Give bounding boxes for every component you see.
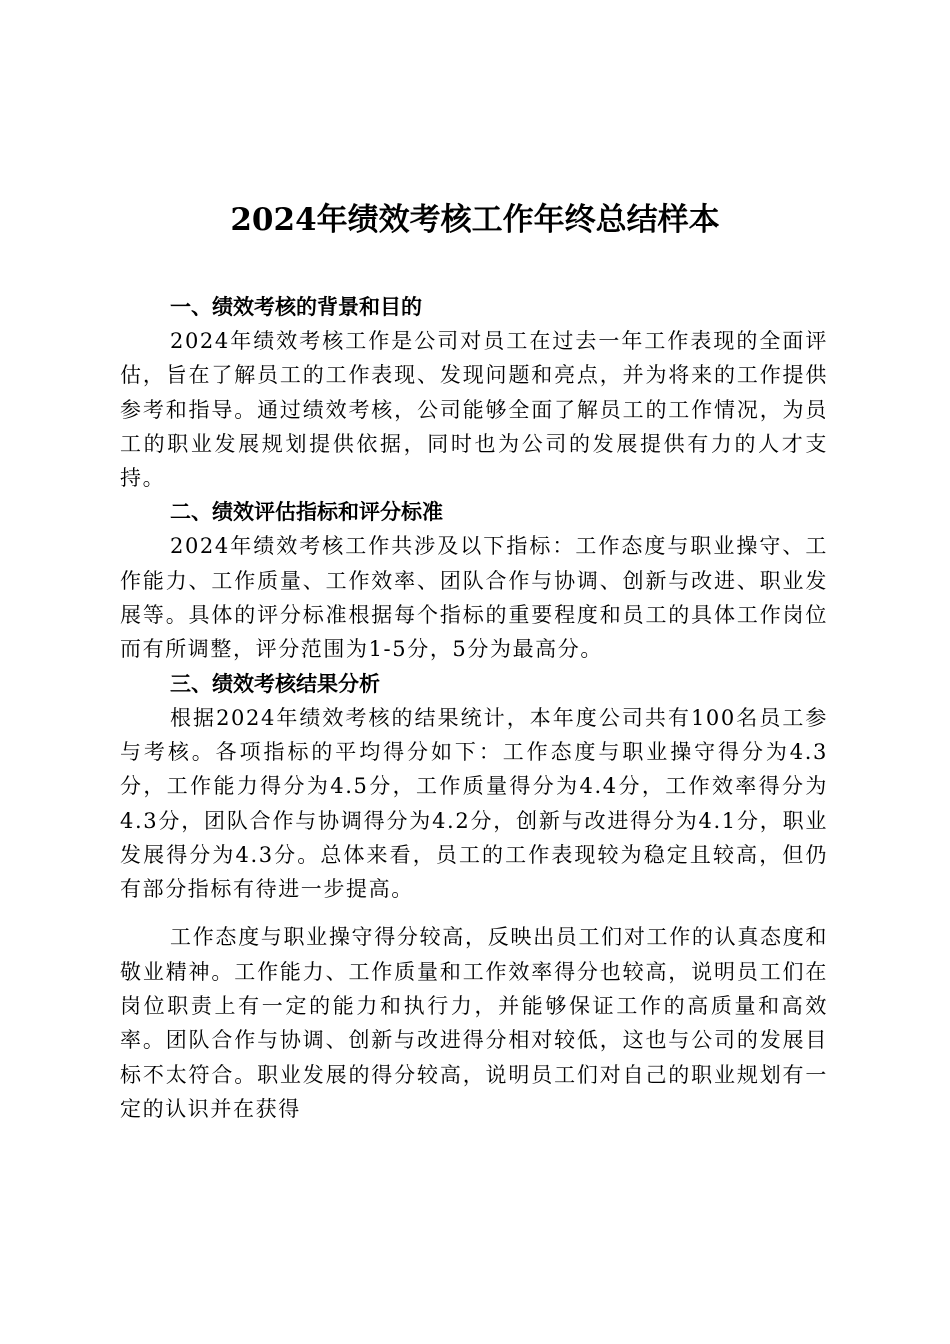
section-heading-background: 一、绩效考核的背景和目的 <box>170 295 422 319</box>
document-title: 2024年绩效考核工作年终总结样本 <box>230 202 720 238</box>
section-heading-indicators: 二、绩效评估指标和评分标准 <box>170 500 443 525</box>
section-heading-results: 三、绩效考核结果分析 <box>170 671 380 696</box>
document-body <box>120 290 828 1126</box>
section-paragraph: 工作态度与职业操守得分较高，反映出员工们对工作的认真态度和敬业精神。工作能力、工作质量和工作效率得分也较高，说明员工们在岗位职责上有一定的能力和执行力，并能够保证工作的高质量和高效率。团队合作与协调、创新与改进得分相对较低，这也与公司的发展目标不太符合。职业发展的得分较高，说明员工们对自己的职业规划有一定的认识并在获得 <box>120 925 828 1121</box>
section-paragraph: 根据2024年绩效考核的结果统计，本年度公司共有100名员工参与考核。各项指标的平均得分如下：工作态度与职业操守得分为4.3分，工作能力得分为4.5分，工作质量得分为4.4分，工作效率得分为4.3分，团队合作与协调得分为4.2分，创新与改进得分为4.1分，职业发展得分为4.3分。总体来看，员工的工作表现较为稳定且较高，但仍有部分指标有待进一步提高。 <box>120 705 828 902</box>
section-paragraph: 2024年绩效考核工作共涉及以下指标：工作态度与职业操守、工作能力、工作质量、工作效率、团队合作与协调、创新与改进、职业发展等。具体的评分标准根据每个指标的重要程度和员工的具体工作岗位而有所调整，评分范围为1-5分，5分为最高分。 <box>120 534 828 662</box>
section-paragraph: 2024年绩效考核工作是公司对员工在过去一年工作表现的全面评估，旨在了解员工的工作表现、发现问题和亮点，并为将来的工作提供参考和指导。通过绩效考核，公司能够全面了解员工的工作情况，为员工的职业发展规划提供依据，同时也为公司的发展提供有力的人才支持。 <box>120 329 828 491</box>
